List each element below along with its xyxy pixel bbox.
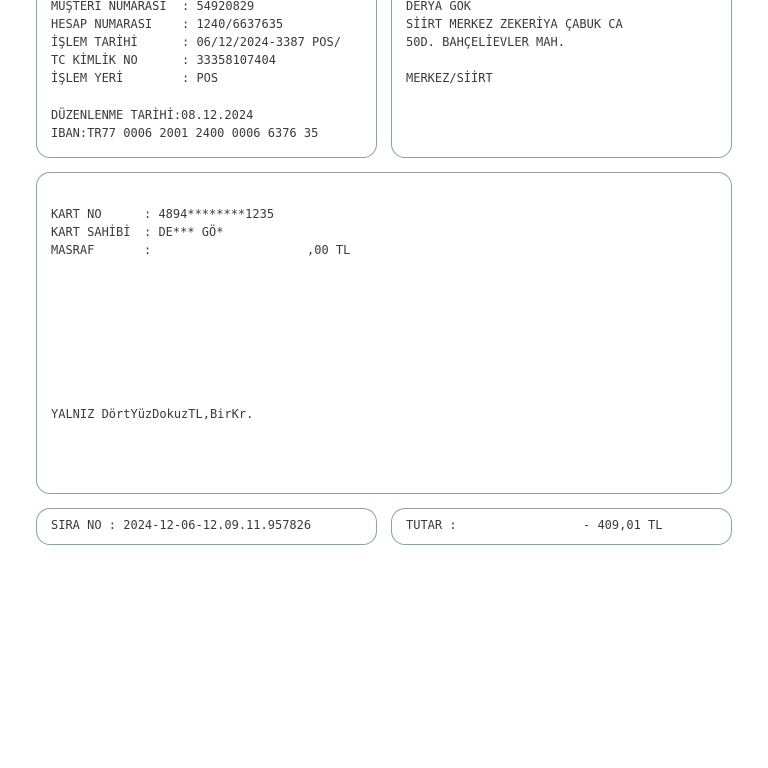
customer-number-value: 54920829: [196, 0, 255, 13]
account-number-label: HESAP NUMARASI: [51, 17, 153, 31]
address-line-1: SİİRT MERKEZ ZEKERİYA ÇABUK CA: [406, 17, 623, 31]
address-city: MERKEZ/SİİRT: [406, 71, 493, 85]
card-holder-value: DE*** GÖ*: [158, 225, 224, 239]
address-line-2: 50D. BAHÇELİEVLER MAH.: [406, 35, 565, 49]
transaction-place-row: İŞLEM YERİ : POS: [51, 71, 219, 85]
transaction-date-row: İŞLEM TARİHİ : 06/12/2024-3387 POS/: [51, 35, 341, 49]
account-number-value: 1240/6637635: [196, 17, 284, 31]
customer-name: DERYA GÖK: [406, 0, 472, 13]
national-id-value: 33358107404: [196, 53, 276, 67]
account-number-row: HESAP NUMARASI : 1240/6637635: [51, 17, 284, 31]
sequence-number: SIRA NO : 2024-12-06-12.09.11.957826: [51, 518, 312, 532]
card-number-label: KART NO: [51, 207, 102, 221]
customer-number-row: MÜŞTERİ NUMARASI : 54920829: [51, 0, 254, 15]
transaction-place-label: İŞLEM YERİ: [51, 71, 124, 85]
iban: IBAN:TR77 0006 2001 2400 0006 6376 35: [51, 126, 319, 140]
card-number-row: KART NO : 4894********1235: [51, 207, 275, 221]
issue-date: DÜZENLENME TARİHİ:08.12.2024: [51, 108, 254, 122]
card-holder-row: KART SAHİBİ : DE*** GÖ*: [51, 225, 224, 239]
transaction-date-value: 06/12/2024-3387 POS/: [196, 35, 341, 49]
fee-label: MASRAF: [51, 243, 95, 257]
transaction-place-value: POS: [196, 71, 219, 85]
card-holder-label: KART SAHİBİ: [51, 225, 131, 239]
amount-value: - 409,01 TL: [583, 518, 663, 532]
national-id-label: TC KİMLİK NO: [51, 53, 138, 67]
fee-row: MASRAF : ,00 TL: [51, 243, 351, 257]
amount-in-words: YALNIZ DörtYüzDokuzTL,BirKr.: [51, 407, 254, 421]
fee-value: ,00 TL: [307, 243, 351, 257]
customer-number-label: MÜŞTERİ NUMARASI: [51, 0, 167, 13]
national-id-row: TC KİMLİK NO : 33358107404: [51, 53, 276, 67]
card-number-value: 4894********1235: [158, 207, 275, 221]
amount-label: TUTAR :: [406, 518, 457, 532]
transaction-date-label: İŞLEM TARİHİ: [51, 35, 138, 49]
